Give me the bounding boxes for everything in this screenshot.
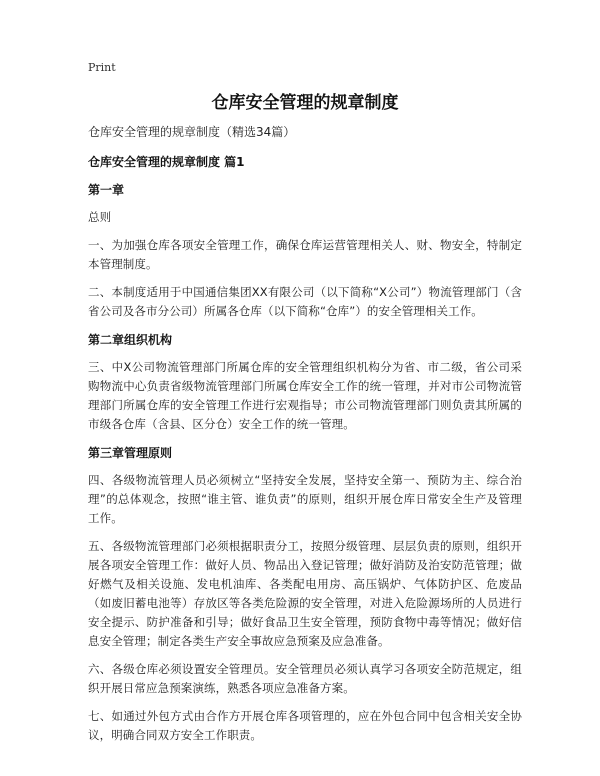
- paragraph: 五、各级物流管理部门必须根据职责分工，按照分级管理、层层负责的原则，组织开展各项安全管理工作：做好人员、物品出入登记管理；做好消防及治安防范管理；做好燃气及相关设施、发电机油库、各类配电用房、高压锅炉、气体防护区、危废品（如废旧蓄电池等）存放区等各类危险源的安全管理，对进入危险源场所的人员进行安全提示、防护准备和引导；做好食品卫生安全管理，预防食物中毒等情况；做好信息安全管理；制定各类生产安全事故应急预案及应急准备。: [88, 539, 522, 648]
- paragraph: 七、如通过外包方式由合作方开展仓库各项管理的，应在外包合同中包含相关安全协议，明确合同双方安全工作职责。: [88, 709, 522, 742]
- chapter-1-heading: 第一章: [88, 183, 125, 197]
- paragraph: 一、为加强仓库各项安全管理工作，确保仓库运营管理相关人、财、物安全，特制定本管理制度。: [88, 238, 522, 271]
- chapter-3-heading: 第三章管理原则: [88, 446, 173, 460]
- paragraph: 四、各级物流管理人员必须树立“坚持安全发展，坚持安全第一、预防为主、综合治理”的总体观念，按照“谁主管、谁负责”的原则，组织开展仓库日常安全生产及管理工作。: [88, 473, 522, 525]
- paragraph: 三、中X公司物流管理部门所属仓库的安全管理组织机构分为省、市二级，省公司采购物流中心负责省级物流管理部门所属仓库安全工作的统一管理，并对市公司物流管理部门所属仓库的安全管理工作进行宏观指导；市公司物流管理部门则负责其所属的市级各仓库（含县、区分仓）安全工作的统一管理。: [88, 360, 522, 431]
- paragraph: 六、各级仓库必须设置安全管理员。安全管理员必须认真学习各项安全防范规定，组织开展日常应急预案演练，熟悉各项应急准备方案。: [88, 662, 522, 695]
- print-link[interactable]: Print: [88, 61, 116, 74]
- document-subtitle: 仓库安全管理的规章制度（精选34篇）: [88, 125, 296, 139]
- chapter-2-heading: 第二章组织机构: [88, 333, 173, 347]
- chapter-1-label: 总则: [88, 210, 112, 224]
- article-heading: 仓库安全管理的规章制度 篇1: [88, 155, 245, 169]
- page-title: 仓库安全管理的规章制度: [211, 93, 399, 113]
- document-page: [88, 60, 522, 754]
- paragraph: 二、本制度适用于中国通信集团XX有限公司（以下简称“X公司”）物流管理部门（含省公司及各市分公司）所属各仓库（以下简称“仓库”）的安全管理相关工作。: [88, 285, 522, 318]
